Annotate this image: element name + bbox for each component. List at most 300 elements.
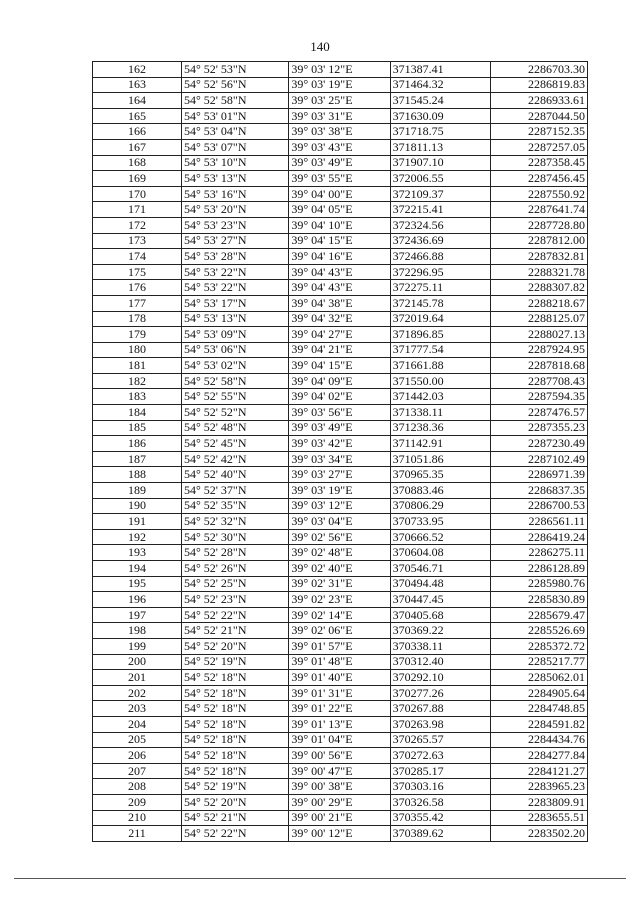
point-number-cell: 185 [93,420,182,436]
longitude-cell: 39° 04' 32"E [289,311,390,327]
latitude-cell: 54° 53' 23"N [181,217,288,233]
point-number-cell: 195 [93,576,182,592]
table-row [93,358,588,374]
x-coordinate-cell: 370267.88 [390,701,490,717]
longitude-cell: 39° 04' 27"E [289,327,390,343]
latitude-cell: 54° 52' 26"N [181,561,288,577]
point-number-cell: 173 [93,233,182,249]
x-coordinate-cell: 370405.68 [390,607,490,623]
x-coordinate-cell: 370265.57 [390,732,490,748]
y-coordinate-cell: 2287641.74 [490,202,587,218]
table-row [93,607,588,623]
latitude-cell: 54° 52' 18"N [181,716,288,732]
y-coordinate-cell: 2287832.81 [490,249,587,265]
longitude-cell: 39° 03' 56"E [289,405,390,421]
latitude-cell: 54° 52' 18"N [181,670,288,686]
point-number-cell: 210 [93,810,182,826]
latitude-cell: 54° 53' 01"N [181,108,288,124]
longitude-cell: 39° 03' 19"E [289,77,390,93]
latitude-cell: 54° 52' 56"N [181,77,288,93]
table-row [93,405,588,421]
x-coordinate-cell: 370292.10 [390,670,490,686]
y-coordinate-cell: 2288027.13 [490,327,587,343]
longitude-cell: 39° 03' 38"E [289,124,390,140]
y-coordinate-cell: 2287550.92 [490,186,587,202]
point-number-cell: 170 [93,186,182,202]
x-coordinate-cell: 372466.88 [390,249,490,265]
y-coordinate-cell: 2283965.23 [490,779,587,795]
table-row [93,124,588,140]
point-number-cell: 166 [93,124,182,140]
latitude-cell: 54° 53' 28"N [181,249,288,265]
y-coordinate-cell: 2288321.78 [490,264,587,280]
point-number-cell: 207 [93,763,182,779]
point-number-cell: 194 [93,561,182,577]
latitude-cell: 54° 53' 20"N [181,202,288,218]
table-row [93,779,588,795]
x-coordinate-cell: 371051.86 [390,451,490,467]
x-coordinate-cell: 370604.08 [390,545,490,561]
longitude-cell: 39° 04' 02"E [289,389,390,405]
y-coordinate-cell: 2287456.45 [490,171,587,187]
point-number-cell: 189 [93,483,182,499]
latitude-cell: 54° 52' 21"N [181,810,288,826]
latitude-cell: 54° 52' 52"N [181,405,288,421]
longitude-cell: 39° 02' 40"E [289,561,390,577]
y-coordinate-cell: 2287728.80 [490,217,587,233]
table-row [93,93,588,109]
point-number-cell: 180 [93,342,182,358]
table-row [93,670,588,686]
x-coordinate-cell: 371464.32 [390,77,490,93]
table-row [93,342,588,358]
table-row [93,483,588,499]
point-number-cell: 191 [93,514,182,530]
longitude-cell: 39° 00' 21"E [289,810,390,826]
x-coordinate-cell: 370806.29 [390,498,490,514]
latitude-cell: 54° 53' 27"N [181,233,288,249]
longitude-cell: 39° 02' 06"E [289,623,390,639]
latitude-cell: 54° 53' 22"N [181,264,288,280]
x-coordinate-cell: 372145.78 [390,295,490,311]
longitude-cell: 39° 02' 23"E [289,592,390,608]
y-coordinate-cell: 2287355.23 [490,420,587,436]
point-number-cell: 162 [93,62,182,78]
x-coordinate-cell: 371238.36 [390,420,490,436]
point-number-cell: 169 [93,171,182,187]
point-number-cell: 188 [93,467,182,483]
longitude-cell: 39° 02' 31"E [289,576,390,592]
y-coordinate-cell: 2287818.68 [490,358,587,374]
y-coordinate-cell: 2285062.01 [490,670,587,686]
y-coordinate-cell: 2283502.20 [490,826,587,842]
y-coordinate-cell: 2286971.39 [490,467,587,483]
x-coordinate-cell: 372215.41 [390,202,490,218]
y-coordinate-cell: 2283655.51 [490,810,587,826]
longitude-cell: 39° 03' 31"E [289,108,390,124]
longitude-cell: 39° 01' 04"E [289,732,390,748]
x-coordinate-cell: 370277.26 [390,685,490,701]
point-number-cell: 205 [93,732,182,748]
longitude-cell: 39° 03' 25"E [289,93,390,109]
latitude-cell: 54° 52' 20"N [181,794,288,810]
x-coordinate-cell: 371811.13 [390,139,490,155]
point-number-cell: 208 [93,779,182,795]
x-coordinate-cell: 372275.11 [390,280,490,296]
x-coordinate-cell: 370389.62 [390,826,490,842]
y-coordinate-cell: 2283809.91 [490,794,587,810]
table-row [93,623,588,639]
point-number-cell: 199 [93,638,182,654]
point-number-cell: 187 [93,451,182,467]
point-number-cell: 178 [93,311,182,327]
y-coordinate-cell: 2287594.35 [490,389,587,405]
y-coordinate-cell: 2288218.67 [490,295,587,311]
y-coordinate-cell: 2284905.64 [490,685,587,701]
longitude-cell: 39° 00' 12"E [289,826,390,842]
longitude-cell: 39° 01' 13"E [289,716,390,732]
point-number-cell: 168 [93,155,182,171]
longitude-cell: 39° 01' 40"E [289,670,390,686]
latitude-cell: 54° 52' 18"N [181,732,288,748]
x-coordinate-cell: 370494.48 [390,576,490,592]
latitude-cell: 54° 52' 18"N [181,763,288,779]
y-coordinate-cell: 2287102.49 [490,451,587,467]
x-coordinate-cell: 372019.64 [390,311,490,327]
x-coordinate-cell: 370965.35 [390,467,490,483]
longitude-cell: 39° 03' 43"E [289,139,390,155]
table-row [93,732,588,748]
point-number-cell: 167 [93,139,182,155]
y-coordinate-cell: 2285526.69 [490,623,587,639]
x-coordinate-cell: 370355.42 [390,810,490,826]
table-row [93,62,588,78]
x-coordinate-cell: 370263.98 [390,716,490,732]
y-coordinate-cell: 2288307.82 [490,280,587,296]
table-row [93,498,588,514]
x-coordinate-cell: 372296.95 [390,264,490,280]
point-number-cell: 174 [93,249,182,265]
x-coordinate-cell: 370447.45 [390,592,490,608]
table-row [93,545,588,561]
y-coordinate-cell: 2284121.27 [490,763,587,779]
x-coordinate-cell: 370285.17 [390,763,490,779]
table-row [93,514,588,530]
x-coordinate-cell: 372436.69 [390,233,490,249]
latitude-cell: 54° 52' 21"N [181,623,288,639]
longitude-cell: 39° 04' 05"E [289,202,390,218]
y-coordinate-cell: 2286837.35 [490,483,587,499]
latitude-cell: 54° 53' 02"N [181,358,288,374]
longitude-cell: 39° 03' 04"E [289,514,390,530]
point-number-cell: 193 [93,545,182,561]
x-coordinate-cell: 370272.63 [390,748,490,764]
y-coordinate-cell: 2286419.24 [490,529,587,545]
table-row [93,108,588,124]
page-bottom-rule [14,878,626,879]
longitude-cell: 39° 03' 12"E [289,62,390,78]
point-number-cell: 197 [93,607,182,623]
x-coordinate-cell: 370883.46 [390,483,490,499]
y-coordinate-cell: 2284434.76 [490,732,587,748]
longitude-cell: 39° 02' 14"E [289,607,390,623]
longitude-cell: 39° 04' 15"E [289,233,390,249]
table-row [93,420,588,436]
y-coordinate-cell: 2287924.95 [490,342,587,358]
x-coordinate-cell: 371896.85 [390,327,490,343]
y-coordinate-cell: 2285980.76 [490,576,587,592]
latitude-cell: 54° 52' 23"N [181,592,288,608]
point-number-cell: 196 [93,592,182,608]
y-coordinate-cell: 2285372.72 [490,638,587,654]
longitude-cell: 39° 03' 49"E [289,420,390,436]
table-row [93,701,588,717]
latitude-cell: 54° 52' 32"N [181,514,288,530]
x-coordinate-cell: 370369.22 [390,623,490,639]
point-number-cell: 171 [93,202,182,218]
x-coordinate-cell: 371338.11 [390,405,490,421]
y-coordinate-cell: 2284748.85 [490,701,587,717]
latitude-cell: 54° 52' 22"N [181,607,288,623]
latitude-cell: 54° 53' 09"N [181,327,288,343]
longitude-cell: 39° 04' 43"E [289,280,390,296]
latitude-cell: 54° 52' 48"N [181,420,288,436]
x-coordinate-cell: 370326.58 [390,794,490,810]
point-number-cell: 192 [93,529,182,545]
table-row [93,810,588,826]
table-row [93,529,588,545]
coordinates-table-body [93,62,588,842]
x-coordinate-cell: 370666.52 [390,529,490,545]
longitude-cell: 39° 03' 34"E [289,451,390,467]
latitude-cell: 54° 53' 04"N [181,124,288,140]
table-row [93,217,588,233]
table-row [93,264,588,280]
latitude-cell: 54° 52' 28"N [181,545,288,561]
point-number-cell: 172 [93,217,182,233]
latitude-cell: 54° 52' 58"N [181,93,288,109]
x-coordinate-cell: 371907.10 [390,155,490,171]
y-coordinate-cell: 2286275.11 [490,545,587,561]
y-coordinate-cell: 2287152.35 [490,124,587,140]
longitude-cell: 39° 00' 29"E [289,794,390,810]
longitude-cell: 39° 03' 27"E [289,467,390,483]
x-coordinate-cell: 370546.71 [390,561,490,577]
latitude-cell: 54° 52' 25"N [181,576,288,592]
point-number-cell: 175 [93,264,182,280]
point-number-cell: 176 [93,280,182,296]
point-number-cell: 165 [93,108,182,124]
x-coordinate-cell: 372006.55 [390,171,490,187]
latitude-cell: 54° 52' 55"N [181,389,288,405]
latitude-cell: 54° 53' 16"N [181,186,288,202]
longitude-cell: 39° 04' 10"E [289,217,390,233]
point-number-cell: 204 [93,716,182,732]
longitude-cell: 39° 04' 38"E [289,295,390,311]
latitude-cell: 54° 53' 10"N [181,155,288,171]
longitude-cell: 39° 00' 56"E [289,748,390,764]
table-row [93,685,588,701]
latitude-cell: 54° 52' 45"N [181,436,288,452]
x-coordinate-cell: 371550.00 [390,373,490,389]
longitude-cell: 39° 01' 31"E [289,685,390,701]
table-row [93,233,588,249]
latitude-cell: 54° 52' 19"N [181,654,288,670]
y-coordinate-cell: 2286561.11 [490,514,587,530]
table-row [93,186,588,202]
latitude-cell: 54° 53' 13"N [181,171,288,187]
longitude-cell: 39° 01' 57"E [289,638,390,654]
table-row [93,436,588,452]
point-number-cell: 211 [93,826,182,842]
y-coordinate-cell: 2285830.89 [490,592,587,608]
table-row [93,389,588,405]
y-coordinate-cell: 2286700.53 [490,498,587,514]
table-row [93,592,588,608]
y-coordinate-cell: 2286128.89 [490,561,587,577]
latitude-cell: 54° 52' 18"N [181,685,288,701]
y-coordinate-cell: 2287812.00 [490,233,587,249]
x-coordinate-cell: 371387.41 [390,62,490,78]
table-row [93,280,588,296]
table-row [93,654,588,670]
latitude-cell: 54° 52' 18"N [181,748,288,764]
point-number-cell: 163 [93,77,182,93]
point-number-cell: 182 [93,373,182,389]
y-coordinate-cell: 2285217.77 [490,654,587,670]
point-number-cell: 209 [93,794,182,810]
longitude-cell: 39° 03' 12"E [289,498,390,514]
table-row [93,311,588,327]
latitude-cell: 54° 52' 37"N [181,483,288,499]
x-coordinate-cell: 371777.54 [390,342,490,358]
longitude-cell: 39° 04' 00"E [289,186,390,202]
latitude-cell: 54° 52' 40"N [181,467,288,483]
y-coordinate-cell: 2287230.49 [490,436,587,452]
latitude-cell: 54° 52' 19"N [181,779,288,795]
y-coordinate-cell: 2287257.05 [490,139,587,155]
y-coordinate-cell: 2287476.57 [490,405,587,421]
table-row [93,451,588,467]
longitude-cell: 39° 00' 47"E [289,763,390,779]
y-coordinate-cell: 2286933.61 [490,93,587,109]
x-coordinate-cell: 371718.75 [390,124,490,140]
latitude-cell: 54° 53' 07"N [181,139,288,155]
x-coordinate-cell: 372324.56 [390,217,490,233]
x-coordinate-cell: 370338.11 [390,638,490,654]
table-row [93,763,588,779]
x-coordinate-cell: 371142.91 [390,436,490,452]
point-number-cell: 201 [93,670,182,686]
x-coordinate-cell: 370303.16 [390,779,490,795]
latitude-cell: 54° 52' 22"N [181,826,288,842]
point-number-cell: 202 [93,685,182,701]
y-coordinate-cell: 2287358.45 [490,155,587,171]
longitude-cell: 39° 04' 15"E [289,358,390,374]
table-row [93,794,588,810]
table-row [93,373,588,389]
latitude-cell: 54° 52' 58"N [181,373,288,389]
latitude-cell: 54° 53' 17"N [181,295,288,311]
point-number-cell: 206 [93,748,182,764]
table-row [93,327,588,343]
y-coordinate-cell: 2284277.84 [490,748,587,764]
x-coordinate-cell: 371661.88 [390,358,490,374]
point-number-cell: 183 [93,389,182,405]
latitude-cell: 54° 52' 18"N [181,701,288,717]
longitude-cell: 39° 02' 56"E [289,529,390,545]
table-row [93,171,588,187]
point-number-cell: 164 [93,93,182,109]
table-row [93,561,588,577]
point-number-cell: 186 [93,436,182,452]
x-coordinate-cell: 371545.24 [390,93,490,109]
point-number-cell: 177 [93,295,182,311]
latitude-cell: 54° 52' 53"N [181,62,288,78]
point-number-cell: 198 [93,623,182,639]
longitude-cell: 39° 04' 09"E [289,373,390,389]
point-number-cell: 190 [93,498,182,514]
y-coordinate-cell: 2286703.30 [490,62,587,78]
longitude-cell: 39° 03' 19"E [289,483,390,499]
table-row [93,139,588,155]
x-coordinate-cell: 370733.95 [390,514,490,530]
point-number-cell: 200 [93,654,182,670]
x-coordinate-cell: 371630.09 [390,108,490,124]
table-row [93,748,588,764]
latitude-cell: 54° 52' 20"N [181,638,288,654]
longitude-cell: 39° 01' 48"E [289,654,390,670]
table-row [93,295,588,311]
y-coordinate-cell: 2288125.07 [490,311,587,327]
x-coordinate-cell: 371442.03 [390,389,490,405]
table-row [93,826,588,842]
coordinates-table [92,61,588,842]
point-number-cell: 203 [93,701,182,717]
longitude-cell: 39° 02' 48"E [289,545,390,561]
point-number-cell: 184 [93,405,182,421]
y-coordinate-cell: 2284591.82 [490,716,587,732]
longitude-cell: 39° 03' 49"E [289,155,390,171]
longitude-cell: 39° 03' 55"E [289,171,390,187]
x-coordinate-cell: 372109.37 [390,186,490,202]
y-coordinate-cell: 2286819.83 [490,77,587,93]
table-row [93,576,588,592]
point-number-cell: 181 [93,358,182,374]
table-row [93,155,588,171]
table-row [93,467,588,483]
longitude-cell: 39° 00' 38"E [289,779,390,795]
page-number: 140 [310,39,330,54]
table-row [93,77,588,93]
y-coordinate-cell: 2287708.43 [490,373,587,389]
longitude-cell: 39° 04' 16"E [289,249,390,265]
latitude-cell: 54° 53' 22"N [181,280,288,296]
table-row [93,249,588,265]
longitude-cell: 39° 04' 21"E [289,342,390,358]
latitude-cell: 54° 52' 30"N [181,529,288,545]
longitude-cell: 39° 01' 22"E [289,701,390,717]
latitude-cell: 54° 52' 42"N [181,451,288,467]
table-row [93,716,588,732]
y-coordinate-cell: 2285679.47 [490,607,587,623]
x-coordinate-cell: 370312.40 [390,654,490,670]
point-number-cell: 179 [93,327,182,343]
table-row [93,638,588,654]
latitude-cell: 54° 53' 13"N [181,311,288,327]
longitude-cell: 39° 03' 42"E [289,436,390,452]
latitude-cell: 54° 52' 35"N [181,498,288,514]
